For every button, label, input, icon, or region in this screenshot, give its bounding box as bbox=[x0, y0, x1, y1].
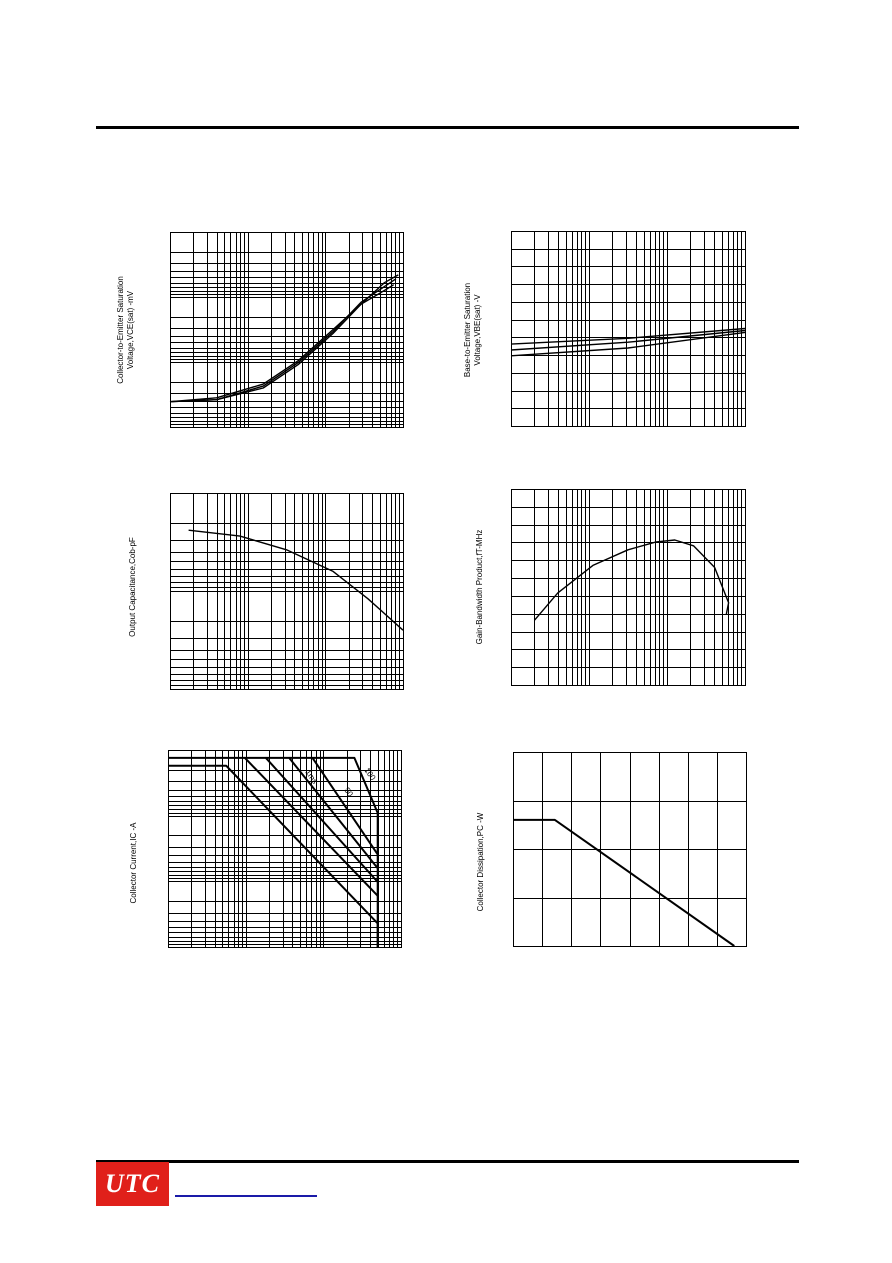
soa-series-5 bbox=[313, 758, 378, 947]
chart-ft-ylabel: Gain-Bandwidth Product,fT-MHz bbox=[475, 529, 484, 645]
vbe-sat-series-2 bbox=[511, 332, 745, 355]
chart-soa-ylabel: Collector Current,IC -A bbox=[129, 822, 138, 904]
soa-label-1: 50 bbox=[342, 785, 355, 799]
chart-vbe-sat-ylabel: Base-to-Emitter Saturation Voltage,VBE(sat) -V bbox=[463, 282, 482, 378]
utc-logo: UTC bbox=[96, 1162, 169, 1206]
soa-label-2: 100 bbox=[362, 765, 378, 783]
chart-pc-ylabel: Collector Dissipation,PC -W bbox=[476, 812, 485, 912]
chart-pc-plot bbox=[513, 752, 747, 947]
chart-cob-ylabel: Output Capacitance,Cob-pF bbox=[128, 537, 137, 637]
chart-pc bbox=[513, 752, 747, 947]
ft-series-0 bbox=[534, 540, 728, 620]
pc-series-0 bbox=[513, 820, 734, 946]
chart-cob bbox=[170, 493, 404, 690]
website-link[interactable] bbox=[175, 1195, 317, 1197]
vbe-sat-series-1 bbox=[511, 331, 745, 351]
chart-soa bbox=[168, 750, 402, 948]
chart-cob-plot bbox=[170, 493, 404, 690]
chart-vbe-sat bbox=[511, 231, 746, 427]
vbe-sat-frame bbox=[512, 232, 746, 427]
chart-vce-sat bbox=[170, 232, 404, 428]
cob-series-0 bbox=[189, 530, 403, 630]
chart-ft bbox=[511, 489, 746, 686]
soa-label-0: 1ms bbox=[303, 767, 320, 786]
chart-soa-plot bbox=[168, 750, 402, 948]
ft-frame bbox=[512, 490, 746, 686]
header-rule bbox=[96, 126, 799, 129]
chart-ft-plot bbox=[511, 489, 746, 686]
chart-vce-sat-plot bbox=[170, 232, 404, 428]
chart-vce-sat-ylabel: Collector-to-Emitter Saturation Voltage,VCE(sat) -mV bbox=[116, 276, 135, 384]
footer-rule bbox=[96, 1160, 799, 1163]
chart-vbe-sat-plot bbox=[511, 231, 746, 427]
